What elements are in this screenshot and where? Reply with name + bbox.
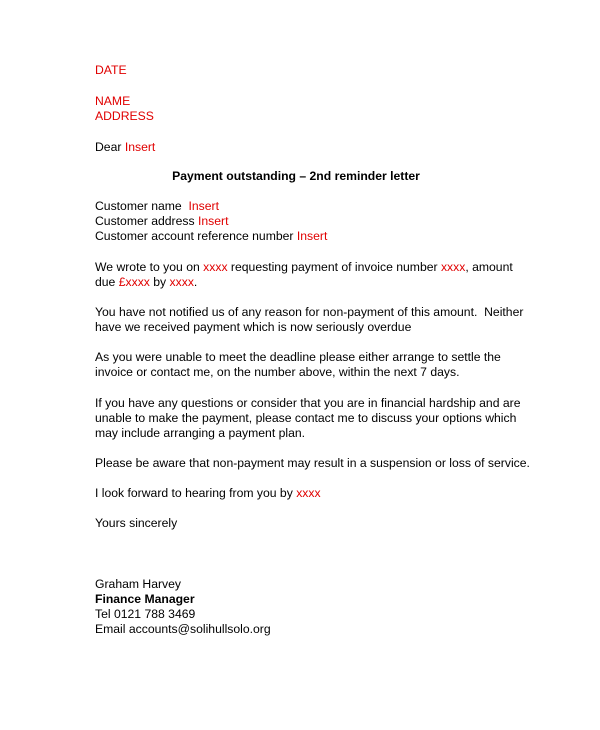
- signature-name: Graham Harvey: [95, 577, 182, 591]
- letter-subject: Payment outstanding – 2nd reminder letter: [172, 169, 420, 183]
- salutation: [95, 140, 155, 155]
- paragraph-6: [95, 486, 321, 501]
- p1-text-f: .: [193, 275, 198, 289]
- signature-title: Finance Manager: [95, 592, 195, 606]
- p1-text-e: by: [149, 275, 170, 289]
- p1-text-d: due: [95, 275, 119, 289]
- customer-name-value: Insert: [185, 199, 219, 213]
- reply-date-placeholder: xxxx: [296, 486, 321, 500]
- customer-address-value: Insert: [197, 214, 229, 228]
- paragraph-1-line-2: [95, 275, 197, 290]
- paragraph-4-line-3: may include arranging a payment plan.: [95, 426, 306, 440]
- paragraph-2-line-1: You have not notified us of any reason for non-payment of this amount. Neither: [95, 305, 524, 319]
- customer-address-line: [95, 214, 228, 229]
- salutation-prefix: Dear: [95, 140, 125, 154]
- paragraph-3-line-1: As you were unable to meet the deadline please either arrange to settle the: [95, 350, 501, 364]
- customer-reference-value: Insert: [296, 229, 328, 243]
- customer-name-line: [95, 199, 219, 214]
- customer-name-label: Customer name: [95, 199, 186, 213]
- name-placeholder: NAME: [95, 94, 131, 108]
- paragraph-2-line-2: have we received payment which is now seriously overdue: [95, 320, 412, 334]
- closing: Yours sincerely: [95, 516, 178, 530]
- invoice-number-placeholder: xxxx: [440, 260, 466, 274]
- paragraph-4-line-2: unable to make the payment, please contact me to discuss your options which: [95, 411, 517, 425]
- letter-date-placeholder: xxxx: [203, 260, 228, 274]
- due-date-placeholder: xxxx: [169, 275, 194, 289]
- paragraph-5: Please be aware that non-payment may result in a suspension or loss of service.: [95, 456, 530, 470]
- paragraph-3-line-2: invoice or contact me, on the number above, within the next 7 days.: [95, 365, 460, 379]
- salutation-name-placeholder: Insert: [124, 140, 156, 154]
- p1-text-a: We wrote to you on: [95, 260, 204, 274]
- amount-placeholder: £xxxx: [118, 275, 150, 289]
- p1-text-c: , amount: [465, 260, 513, 274]
- p1-text-b: requesting payment of invoice number: [227, 260, 441, 274]
- address-placeholder: ADDRESS: [95, 109, 154, 123]
- paragraph-4-line-1: If you have any questions or consider that you are in financial hardship and are: [95, 396, 521, 410]
- customer-reference-label: Customer account reference number: [95, 229, 297, 243]
- p6-text: I look forward to hearing from you by: [95, 486, 297, 500]
- signature-email: Email accounts@solihullsolo.org: [95, 622, 271, 636]
- customer-address-label: Customer address: [95, 214, 198, 228]
- date-placeholder: DATE: [95, 63, 127, 77]
- paragraph-1-line-1: [95, 260, 513, 275]
- customer-reference-line: [95, 229, 327, 244]
- signature-phone: Tel 0121 788 3469: [95, 607, 196, 621]
